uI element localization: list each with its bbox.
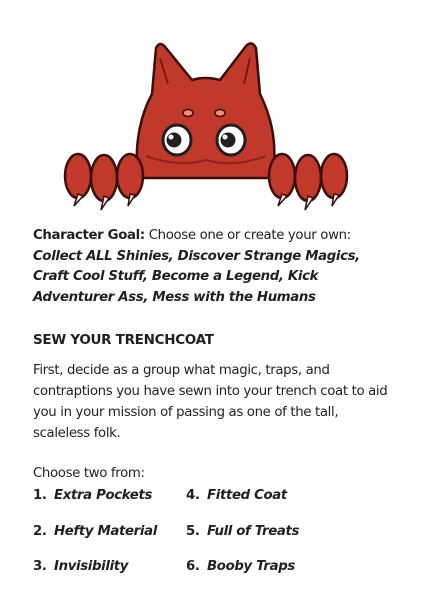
option-number: 2. (33, 524, 47, 539)
character-goal-label: Character Goal: (33, 228, 145, 243)
right-paw (269, 154, 347, 210)
option-name: Booby Traps (207, 559, 295, 574)
option-number: 1. (33, 488, 47, 503)
option-item (186, 559, 295, 574)
option-number: 6. (186, 559, 200, 574)
character-goal (33, 226, 393, 308)
option-number: 5. (186, 524, 200, 539)
option-name: Extra Pockets (54, 488, 153, 503)
brow-spot (215, 110, 225, 117)
left-paw (65, 154, 143, 210)
option-number: 3. (33, 559, 47, 574)
brow-spot (183, 110, 193, 117)
section-body: First, decide as a group what magic, traps, and contraptions you have sewn into your trench coat to aid you in your mission of passing as one of the tall, scaleless folk. (33, 363, 388, 441)
kobold-head (137, 43, 275, 178)
kobold-peeking-illustration (60, 36, 350, 212)
option-item (186, 488, 287, 503)
left-eye (163, 125, 191, 155)
option-item (186, 524, 299, 539)
choose-prompt: Choose two from: (33, 466, 145, 481)
option-item (33, 559, 128, 574)
section-title: SEW YOUR TRENCHCOAT (33, 332, 214, 348)
option-item (33, 524, 157, 539)
option-name: Invisibility (54, 559, 129, 574)
character-goal-choices: Collect ALL Shinies, Discover Strange Magics, Craft Cool Stuff, Become a Legend, Kick Adventurer Ass, Mess with the Humans (33, 248, 360, 305)
character-goal-intro: Choose one or create your own: (144, 228, 351, 243)
option-name: Hefty Material (54, 524, 157, 539)
option-item (33, 488, 152, 503)
right-eye (217, 125, 245, 155)
option-number: 4. (186, 488, 200, 503)
option-name: Fitted Coat (207, 488, 287, 503)
option-name: Full of Treats (207, 524, 300, 539)
